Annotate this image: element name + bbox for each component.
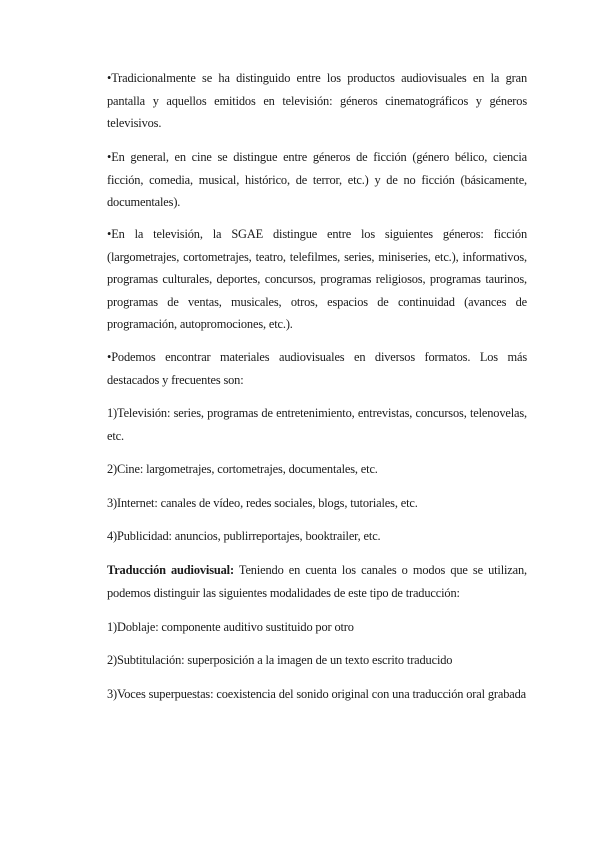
list-item-dubbing: 1)Doblaje: componente auditivo sustituido por otro xyxy=(107,620,354,634)
list-item-internet: 3)Internet: canales de vídeo, redes sociales, blogs, tutoriales, etc. xyxy=(107,496,418,510)
list-item-advertising: 4)Publicidad: anuncios, publirreportajes, booktrailer, etc. xyxy=(107,529,381,543)
paragraph-sgae-genres: •En la televisión, la SGAE distingue entre los siguientes géneros: ficción (largometrajes, cortometrajes, teatro, telefilmes, series, miniseries, etc.), informativos, programas culturales, deportes, concursos, programas religiosos, programas taurinos, programas de ventas, musicales, otros, espacios de continuidad (avances de programación, autopromociones, etc.). xyxy=(107,227,527,331)
list-item-voice-over: 3)Voces superpuestas: coexistencia del sonido original con una traducción oral grabada xyxy=(107,687,527,701)
list-item-subtitling: 2)Subtitulación: superposición a la imagen de un texto escrito traducido xyxy=(107,653,453,667)
paragraph-formats-intro: •Podemos encontrar materiales audiovisuales en diversos formatos. Los más destacados y frecuentes son: xyxy=(107,350,527,387)
paragraph-cinema-genres: •En general, en cine se distingue entre géneros de ficción (género bélico, ciencia ficción, comedia, musical, histórico, de terror, etc.) y de no ficción (básicamente, documentales). xyxy=(107,150,527,209)
list-item-cinema: 2)Cine: largometrajes, cortometrajes, documentales, etc. xyxy=(107,462,378,476)
audiovisual-translation-description: Teniendo en cuenta los canales o modos que se utilizan, podemos distinguir las siguientes modalidades de este tipo de traducción: xyxy=(107,563,528,600)
list-item-television: 1)Televisión: series, programas de entretenimiento, entrevistas, concursos, telenovelas, etc. xyxy=(107,406,527,443)
term-audiovisual-translation: Traducción audiovisual: xyxy=(107,563,234,577)
paragraph-tv-film-genres: •Tradicionalmente se ha distinguido entre los productos audiovisuales en la gran pantalla y aquellos emitidos en televisión: géneros cinematográficos y géneros televisivos. xyxy=(107,71,527,130)
paragraph-audiovisual-translation xyxy=(107,559,527,604)
